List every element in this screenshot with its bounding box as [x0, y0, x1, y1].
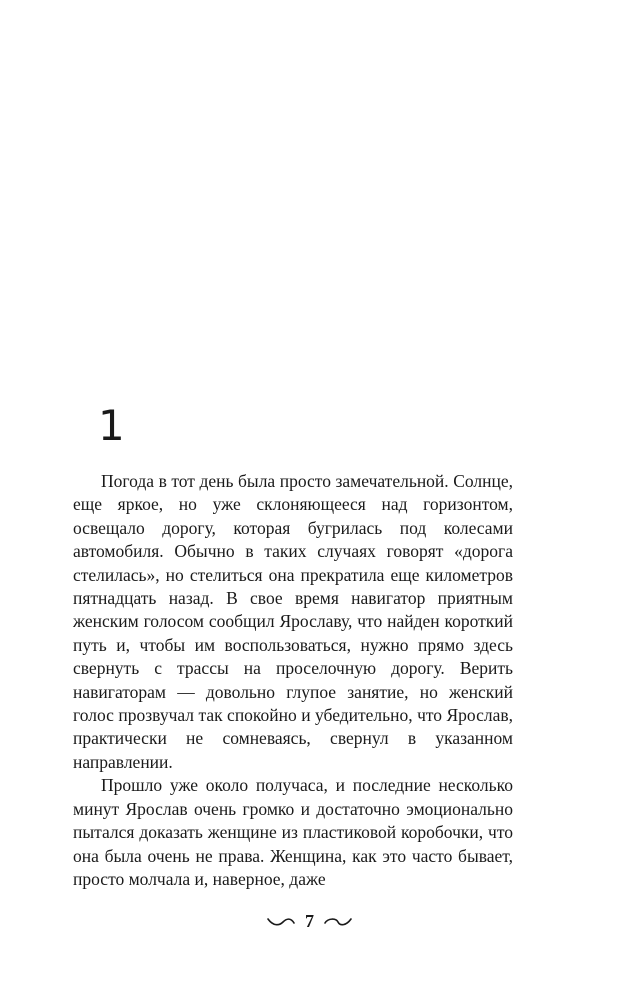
swash-right-icon — [324, 914, 352, 928]
page-number: 7 — [305, 911, 314, 931]
paragraph: Прошло уже около получаса, и последние несколько минут Ярослав очень громко и достаточно эмоционально пытался доказать женщине из пластиковой коробочки, что она была очень не права. Женщина, как это часто бывает, просто молчала и, наверное, даже — [73, 775, 513, 889]
chapter-number: 1 — [98, 401, 125, 450]
chapter-body — [73, 470, 513, 891]
page-footer — [0, 906, 619, 936]
swash-left-icon — [267, 914, 295, 928]
paragraph: Погода в тот день была просто замечательной. Солнце, еще яркое, но уже склоняющееся над горизонтом, освещало дорогу, которая бугрилась под колесами автомобиля. Обычно в таких случаях говорят «дорога стелилась», но стелиться она прекратила еще километров пятнадцать назад. В свое время навигатор приятным женским голосом сообщил Ярославу, что найден короткий путь и, чтобы им воспользоваться, нужно прямо здесь свернуть с трассы на проселочную дорогу. Верить навигаторам — довольно глупое занятие, но женский голос прозвучал так спокойно и убедительно, что Ярослав, практически не сомневаясь, свернул в указанном направлении. — [73, 471, 513, 772]
